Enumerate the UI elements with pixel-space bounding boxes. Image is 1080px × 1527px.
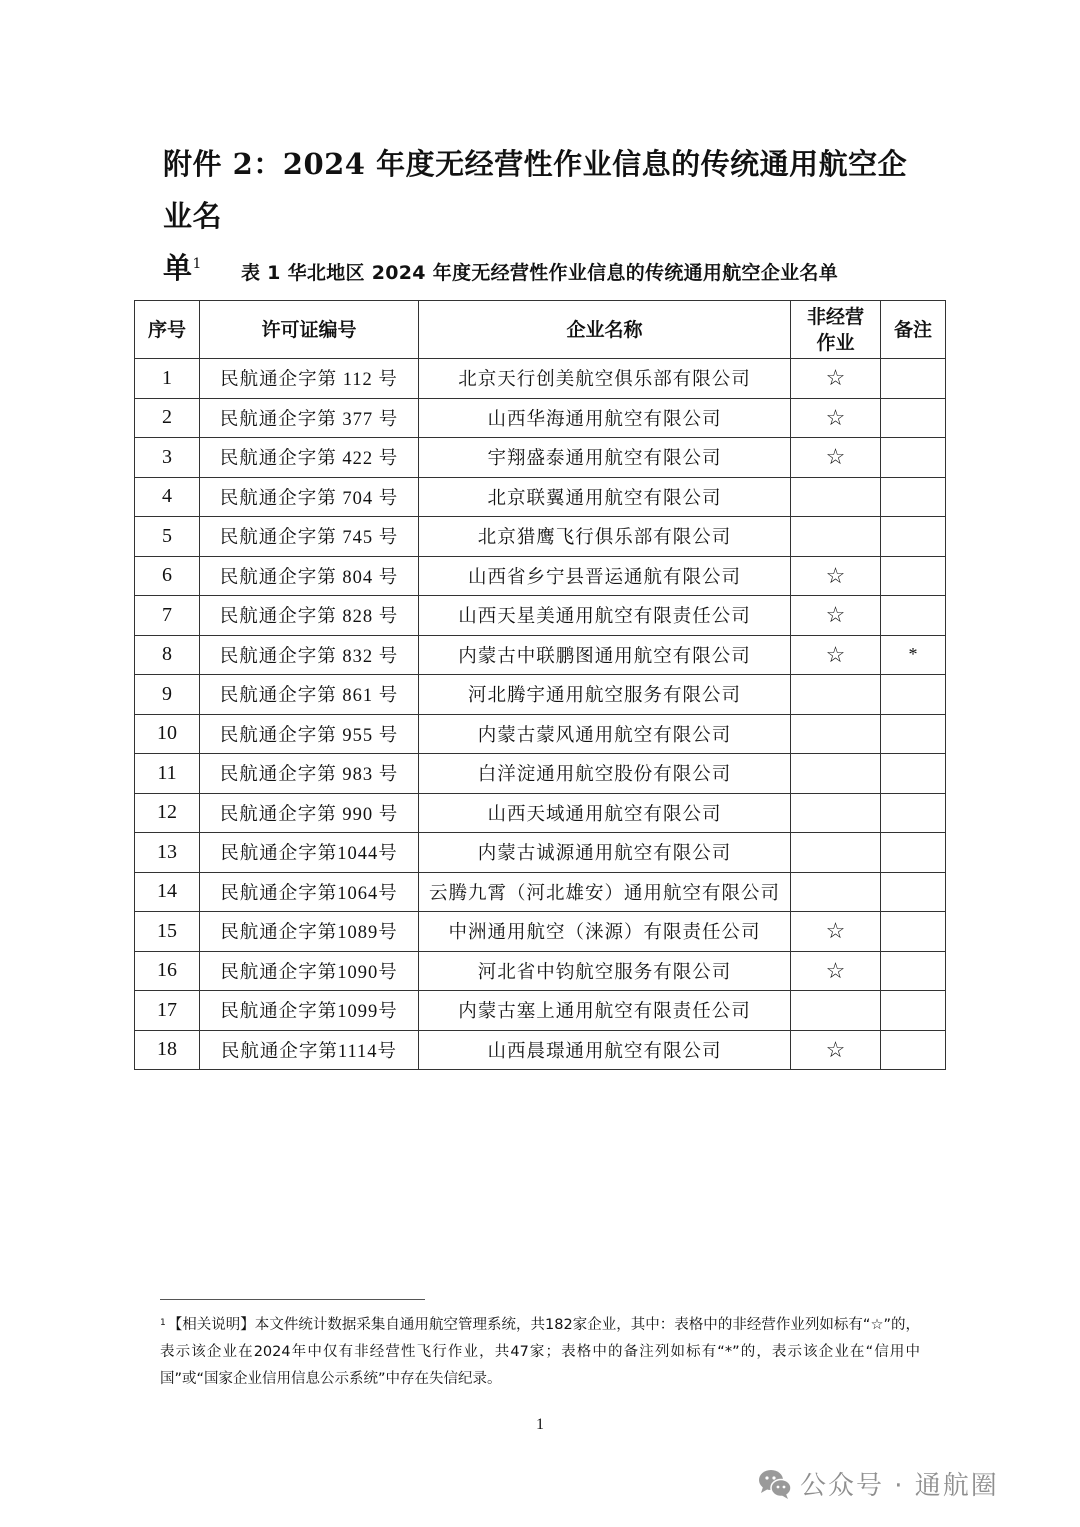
cell-non-commercial: [791, 477, 881, 517]
cell-license: 民航通企字第 704 号: [200, 477, 419, 517]
cell-remark: [881, 1030, 946, 1070]
header-license: 许可证编号: [200, 301, 419, 359]
cell-no: 4: [135, 477, 200, 517]
footnote-text: 【相关说明】本文件统计数据采集自通用航空管理系统，共182家企业，其中：表格中的非经营作业列如标有“☆”的，表示该企业在2024年中仅有非经营性飞行作业，共47家；表格中的备注列如标有“*”的，表示该企业在“信用中国”或“国家企业信用信息公示系统”中存在失信纪录。: [160, 1317, 920, 1387]
cell-license: 民航通企字第1089号: [200, 912, 419, 952]
cell-license: 民航通企字第 422 号: [200, 438, 419, 478]
cell-no: 15: [135, 912, 200, 952]
cell-no: 13: [135, 833, 200, 873]
heading-line-2-text: 单: [163, 251, 193, 285]
cell-no: 8: [135, 635, 200, 675]
cell-non-commercial: [791, 517, 881, 557]
cell-company: 山西省乡宁县晋运通航有限公司: [419, 556, 791, 596]
cell-no: 5: [135, 517, 200, 557]
cell-no: 17: [135, 991, 200, 1031]
cell-remark: [881, 714, 946, 754]
cell-non-commercial: [791, 991, 881, 1031]
cell-license: 民航通企字第 832 号: [200, 635, 419, 675]
cell-company: 内蒙古蒙风通用航空有限公司: [419, 714, 791, 754]
page-number: 1: [536, 1416, 544, 1433]
cell-no: 14: [135, 872, 200, 912]
header-company: 企业名称: [419, 301, 791, 359]
cell-remark: [881, 793, 946, 833]
cell-remark: [881, 359, 946, 399]
cell-no: 16: [135, 951, 200, 991]
table-row: [135, 556, 946, 596]
table-row: [135, 359, 946, 399]
table-row: [135, 754, 946, 794]
cell-no: 11: [135, 754, 200, 794]
cell-remark: [881, 912, 946, 952]
cell-license: 民航通企字第 804 号: [200, 556, 419, 596]
table-row: [135, 477, 946, 517]
cell-remark: [881, 991, 946, 1031]
cell-non-commercial: ☆: [791, 596, 881, 636]
table-caption: 表 1 华北地区 2024 年度无经营性作业信息的传统通用航空企业名单: [240, 262, 839, 284]
cell-company: 河北腾宇通用航空服务有限公司: [419, 675, 791, 715]
cell-license: 民航通企字第1099号: [200, 991, 419, 1031]
cell-company: 山西晨璟通用航空有限公司: [419, 1030, 791, 1070]
cell-non-commercial: [791, 833, 881, 873]
cell-no: 7: [135, 596, 200, 636]
cell-no: 1: [135, 359, 200, 399]
cell-license: 民航通企字第1044号: [200, 833, 419, 873]
wechat-icon: [758, 1468, 792, 1500]
cell-non-commercial: ☆: [791, 951, 881, 991]
cell-license: 民航通企字第 955 号: [200, 714, 419, 754]
watermark: [758, 1465, 999, 1502]
cell-remark: [881, 833, 946, 873]
cell-non-commercial: ☆: [791, 359, 881, 399]
cell-non-commercial: ☆: [791, 398, 881, 438]
table-row: [135, 912, 946, 952]
cell-no: 9: [135, 675, 200, 715]
cell-license: 民航通企字第1114号: [200, 1030, 419, 1070]
cell-remark: [881, 398, 946, 438]
table-row: [135, 872, 946, 912]
cell-no: 10: [135, 714, 200, 754]
header-remark: 备注: [881, 301, 946, 359]
cell-license: 民航通企字第1064号: [200, 872, 419, 912]
cell-non-commercial: ☆: [791, 556, 881, 596]
cell-no: 6: [135, 556, 200, 596]
cell-company: 山西天星美通用航空有限责任公司: [419, 596, 791, 636]
table-row: [135, 991, 946, 1031]
table-row: [135, 398, 946, 438]
cell-license: 民航通企字第 983 号: [200, 754, 419, 794]
cell-company: 河北省中钧航空服务有限公司: [419, 951, 791, 991]
cell-non-commercial: [791, 675, 881, 715]
cell-company: 山西华海通用航空有限公司: [419, 398, 791, 438]
cell-remark: [881, 951, 946, 991]
table-row: [135, 793, 946, 833]
cell-non-commercial: [791, 714, 881, 754]
cell-non-commercial: ☆: [791, 912, 881, 952]
cell-remark: [881, 596, 946, 636]
cell-company: 内蒙古塞上通用航空有限责任公司: [419, 991, 791, 1031]
table-row: [135, 517, 946, 557]
cell-license: 民航通企字第 377 号: [200, 398, 419, 438]
cell-remark: [881, 438, 946, 478]
cell-no: 18: [135, 1030, 200, 1070]
cell-no: 2: [135, 398, 200, 438]
cell-license: 民航通企字第 745 号: [200, 517, 419, 557]
table-row: [135, 714, 946, 754]
cell-remark: [881, 754, 946, 794]
header-no: 序号: [135, 301, 200, 359]
cell-remark: [881, 517, 946, 557]
cell-non-commercial: [791, 754, 881, 794]
footnote-marker: 1: [160, 1318, 166, 1328]
cell-no: 12: [135, 793, 200, 833]
cell-remark: [881, 477, 946, 517]
cell-license: 民航通企字第 990 号: [200, 793, 419, 833]
cell-remark: [881, 556, 946, 596]
header-non-commercial-line2: 作业: [816, 331, 855, 354]
table-row: [135, 833, 946, 873]
heading-footnote-ref: 1: [192, 256, 202, 272]
cell-license: 民航通企字第1090号: [200, 951, 419, 991]
cell-company: 内蒙古中联鹏图通用航空有限公司: [419, 635, 791, 675]
cell-license: 民航通企字第 828 号: [200, 596, 419, 636]
company-table: [134, 300, 946, 1070]
header-non-commercial-line1: 非经营: [806, 305, 864, 328]
cell-company: 内蒙古诚源通用航空有限公司: [419, 833, 791, 873]
cell-license: 民航通企字第 112 号: [200, 359, 419, 399]
cell-remark: *: [881, 635, 946, 675]
cell-non-commercial: [791, 872, 881, 912]
footnote-divider: [160, 1299, 425, 1300]
table-row: [135, 438, 946, 478]
cell-company: 白洋淀通用航空股份有限公司: [419, 754, 791, 794]
cell-no: 3: [135, 438, 200, 478]
table-row: [135, 596, 946, 636]
header-non-commercial: [791, 301, 881, 359]
cell-non-commercial: [791, 793, 881, 833]
table-body: [135, 359, 946, 1070]
cell-remark: [881, 872, 946, 912]
table-row: [135, 635, 946, 675]
cell-company: 北京猎鹰飞行俱乐部有限公司: [419, 517, 791, 557]
table-row: [135, 675, 946, 715]
cell-company: 中洲通用航空（涞源）有限责任公司: [419, 912, 791, 952]
cell-license: 民航通企字第 861 号: [200, 675, 419, 715]
cell-company: 云腾九霄（河北雄安）通用航空有限公司: [419, 872, 791, 912]
cell-company: 宇翔盛泰通用航空有限公司: [419, 438, 791, 478]
cell-company: 北京联翼通用航空有限公司: [419, 477, 791, 517]
cell-company: 北京天行创美航空俱乐部有限公司: [419, 359, 791, 399]
heading-line-1: 附件 2：2024 年度无经营性作业信息的传统通用航空企业名: [163, 147, 908, 233]
table-header-row: [135, 301, 946, 359]
cell-remark: [881, 675, 946, 715]
cell-non-commercial: ☆: [791, 635, 881, 675]
table-row: [135, 951, 946, 991]
table-row: [135, 1030, 946, 1070]
cell-non-commercial: ☆: [791, 438, 881, 478]
watermark-text: 公众号 · 通航圈: [800, 1471, 999, 1501]
cell-company: 山西天域通用航空有限公司: [419, 793, 791, 833]
cell-non-commercial: ☆: [791, 1030, 881, 1070]
footnote: [160, 1312, 920, 1393]
